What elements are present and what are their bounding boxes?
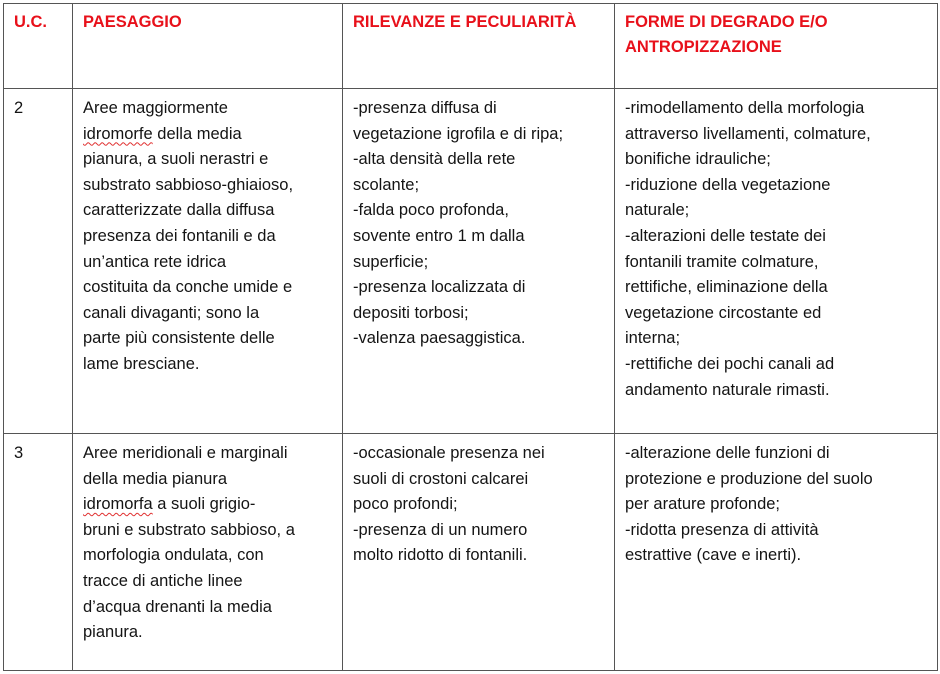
text-line: -rimodellamento della morfologia: [625, 99, 865, 117]
text-line: estrattive (cave e inerti).: [625, 546, 802, 565]
text-line: superficie;: [353, 252, 429, 271]
text-line: presenza dei fontanili e da: [83, 226, 276, 245]
text-line: d’acqua drenanti la media: [83, 597, 272, 616]
text-line: morfologia ondulata, con: [83, 546, 264, 565]
text-line: della media pianura: [83, 469, 228, 488]
text-line: pianura.: [83, 623, 143, 642]
text-line: suoli di crostoni calcarei: [353, 469, 529, 488]
cell-forme: [615, 434, 938, 671]
text-line: parte più consistente delle: [83, 329, 275, 348]
text-line: un’antica rete idrica: [83, 252, 227, 271]
text-line: sovente entro 1 m dalla: [353, 226, 525, 245]
text-line: canali divaganti; sono la: [83, 303, 260, 322]
cell-uc: 3: [4, 434, 73, 671]
text-line: tracce di antiche linee: [83, 571, 243, 590]
text-line: depositi torbosi;: [353, 303, 469, 322]
cell-uc: 2: [4, 89, 73, 434]
text-line: attraverso livellamenti, colmature,: [625, 124, 871, 143]
header-forme-line: ANTROPIZZAZIONE: [625, 38, 782, 56]
text-line: molto ridotto di fontanili.: [353, 546, 528, 565]
cell-paesaggio: [73, 89, 343, 434]
text-line: rettifiche, eliminazione della: [625, 278, 828, 297]
text-line: substrato sabbioso-ghiaioso,: [83, 175, 294, 194]
header-paesaggio: PAESAGGIO: [73, 4, 343, 89]
text-line: Aree maggiormente: [83, 99, 228, 117]
text-line: -rettifiche dei pochi canali ad: [625, 354, 835, 373]
header-row: [4, 4, 938, 89]
cell-paesaggio: [73, 434, 343, 671]
header-forme: [615, 4, 938, 89]
text-line: -occasionale presenza nei: [353, 444, 545, 462]
text-line: [83, 122, 332, 148]
text-line: naturale;: [625, 201, 690, 220]
text-line: -valenza paesaggistica.: [353, 329, 526, 348]
text-fragment: a suoli grigio-: [152, 495, 256, 514]
header-rilevanze: RILEVANZE E PECULIARITÀ: [343, 4, 615, 89]
text-line: bruni e substrato sabbioso, a: [83, 520, 295, 539]
spellcheck-underlined-word: idromorfe: [83, 124, 153, 143]
table-row: [4, 89, 938, 434]
text-line: -falda poco profonda,: [353, 201, 509, 220]
cell-rilevanze: [343, 89, 615, 434]
text-line: per arature profonde;: [625, 495, 781, 514]
text-line: scolante;: [353, 175, 420, 194]
text-line: lame bresciane.: [83, 354, 200, 373]
text-line: -riduzione della vegetazione: [625, 175, 831, 194]
text-line: costituita da conche umide e: [83, 278, 293, 297]
text-line: vegetazione igrofila e di ripa;: [353, 124, 564, 143]
text-line: poco profondi;: [353, 495, 458, 514]
text-line: vegetazione circostante ed: [625, 303, 822, 322]
text-line: -ridotta presenza di attività: [625, 520, 819, 539]
header-forme-line: FORME DI DEGRADO E/O: [625, 13, 828, 31]
spellcheck-underlined-word: idromorfa: [83, 495, 153, 514]
text-line: Aree meridionali e marginali: [83, 444, 288, 462]
text-line: fontanili tramite colmature,: [625, 252, 819, 271]
table-row: [4, 434, 938, 671]
text-line: -presenza localizzata di: [353, 278, 526, 297]
cell-rilevanze: [343, 434, 615, 671]
text-line: -presenza di un numero: [353, 520, 528, 539]
text-line: caratterizzate dalla diffusa: [83, 201, 275, 220]
text-line: [83, 492, 332, 518]
text-line: bonifiche idrauliche;: [625, 150, 771, 169]
cell-forme: [615, 89, 938, 434]
text-line: -alterazione delle funzioni di: [625, 444, 830, 462]
text-line: interna;: [625, 329, 681, 348]
header-uc: U.C.: [4, 4, 73, 89]
text-line: -alterazioni delle testate dei: [625, 226, 826, 245]
text-line: -alta densità della rete: [353, 150, 516, 169]
text-line: protezione e produzione del suolo: [625, 469, 873, 488]
landscape-units-table: [3, 3, 938, 671]
text-fragment: della media: [152, 124, 242, 143]
text-line: -presenza diffusa di: [353, 99, 497, 117]
text-line: andamento naturale rimasti.: [625, 380, 830, 399]
text-line: pianura, a suoli nerastri e: [83, 150, 269, 169]
